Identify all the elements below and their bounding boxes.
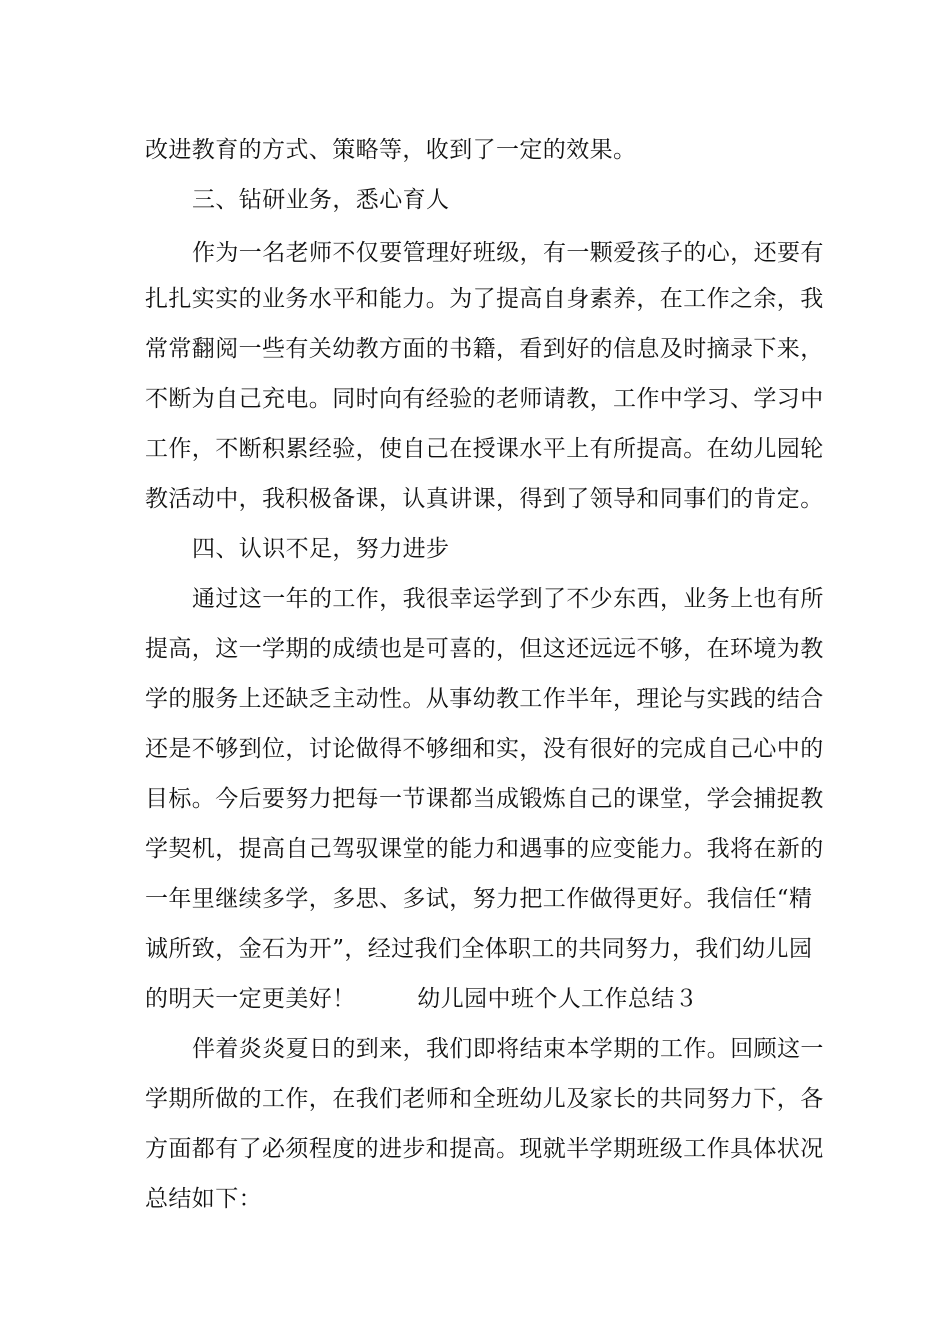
text-line: 作为一名老师不仅要管理好班级，有一颗爱孩子的心，还要有: [192, 240, 824, 266]
text-line: 学的服务上还缺乏主动性。从事幼教工作半年，理论与实践的结合: [145, 686, 824, 712]
text-line: 扎扎实实的业务水平和能力。为了提高自身素养，在工作之余，我: [145, 286, 824, 312]
text-line: 常常翻阅一些有关幼教方面的书籍，看到好的信息及时摘录下来，: [145, 336, 824, 362]
text-line: 教活动中，我积极备课，认真讲课，得到了领导和同事们的肯定。: [145, 486, 824, 512]
text-line: 通过这一年的工作，我很幸运学到了不少东西，业务上也有所: [192, 586, 824, 612]
text-line: 一年里继续多学，多思、多试，努力把工作做得更好。我信任“精: [145, 886, 813, 912]
text-line: 学期所做的工作，在我们老师和全班幼儿及家长的共同努力下，各: [145, 1086, 824, 1112]
text-line: 伴着炎炎夏日的到来，我们即将结束本学期的工作。回顾这一: [192, 1036, 824, 1062]
text-line: 总结如下：: [145, 1186, 262, 1212]
text-line: 改进教育的方式、策略等，收到了一定的效果。: [145, 137, 637, 163]
text-line: 学契机，提高自己驾驭课堂的能力和遇事的应变能力。我将在新的: [145, 836, 824, 862]
section-heading: 四、认识不足，努力进步: [192, 536, 450, 562]
text-line: 不断为自己充电。同时向有经验的老师请教，工作中学习、学习中: [145, 386, 824, 412]
text-line: 目标。今后要努力把每一节课都当成锻炼自己的课堂，学会捕捉教: [145, 786, 824, 812]
text-line: 方面都有了必须程度的进步和提高。现就半学期班级工作具体状况: [145, 1136, 824, 1162]
section-heading: 三、钻研业务，悉心育人: [192, 187, 450, 213]
text-line: 的明天一定更美好！ 幼儿园中班个人工作总结３: [145, 986, 699, 1012]
text-line: 工作，不断积累经验，使自己在授课水平上有所提高。在幼儿园轮: [145, 436, 824, 462]
text-line: 还是不够到位，讨论做得不够细和实，没有很好的完成自己心中的: [145, 736, 824, 762]
text-line: 提高，这一学期的成绩也是可喜的，但这还远远不够，在环境为教: [145, 636, 824, 662]
text-line: 诚所致，金石为开”，经过我们全体职工的共同努力，我们幼儿园: [145, 936, 813, 962]
